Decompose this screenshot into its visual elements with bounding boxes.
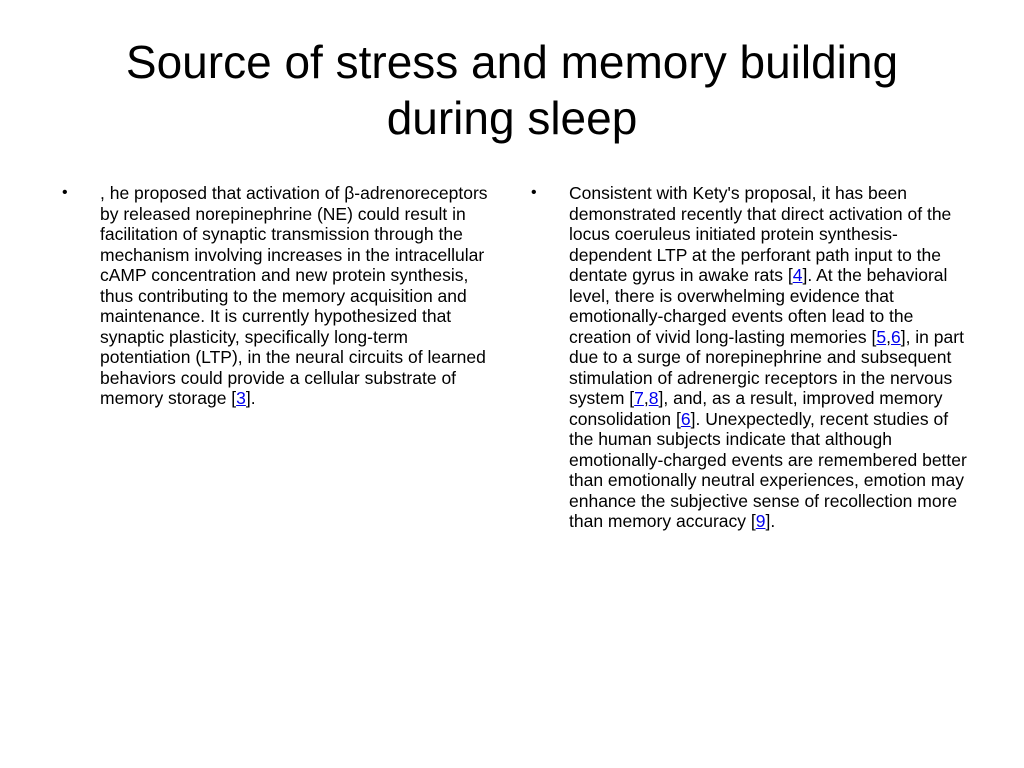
text-segment: , bbox=[886, 326, 891, 347]
right-column bbox=[531, 183, 967, 532]
text-segment: ]. At the behavioral level, there is overwhelming evidence that emotionally-charged events often lead to the creation of vivid long-lasting memories [ bbox=[569, 265, 948, 347]
reference-link-4[interactable]: 4 bbox=[792, 265, 803, 285]
text-segment: Consistent with Kety's proposal, it has been demonstrated recently that direct activation of the locus coeruleus initiated protein synthesis-dependent LTP at the perforant path input to the dentate gyrus in awake rats [ bbox=[569, 183, 952, 285]
bullet-icon: • bbox=[531, 184, 537, 201]
left-column bbox=[62, 183, 498, 409]
text-segment: ]. bbox=[765, 511, 776, 531]
slide-title: Source of stress and memory building during sleep bbox=[125, 36, 899, 144]
reference-link-6[interactable]: 6 bbox=[890, 326, 901, 347]
right-bullet-text bbox=[569, 183, 967, 532]
text-segment: , he proposed that activation of β-adrenoreceptors by released norepinephrine (NE) could result in facilitation of synaptic transmission through the mechanism involving increases in the intracellular cAMP concentration and new protein synthesis, thus contributing to the memory acquisition and maintenance. It is currently hypothesized that synaptic plasticity, specifically long-term potentiation (LTP), in the neural circuits of learned behaviors could provide a cellular substrate of memory storage [ bbox=[100, 183, 488, 408]
text-segment: , bbox=[643, 388, 649, 408]
reference-link-3[interactable]: 3 bbox=[236, 388, 246, 408]
text-segment: ]. bbox=[245, 388, 256, 408]
text-segment: ], in part due to a surge of norepinephrine and subsequent stimulation of adrenergic receptors in the nervous system [ bbox=[569, 326, 964, 408]
bullet-icon: • bbox=[62, 184, 68, 201]
reference-link-6[interactable]: 6 bbox=[680, 408, 691, 429]
right-bullet-item bbox=[531, 183, 967, 532]
reference-link-9[interactable]: 9 bbox=[755, 511, 766, 531]
text-segment: ], and, as a result, improved memory consolidation [ bbox=[569, 388, 943, 429]
reference-link-7[interactable]: 7 bbox=[634, 388, 644, 408]
reference-link-8[interactable]: 8 bbox=[648, 388, 659, 408]
text-segment: ]. Unexpectedly, recent studies of the human subjects indicate that although emotionally-charged events are remembered better than emotionally neutral experiences, emotion may enhance the subjective sense of recollection more than memory accuracy [ bbox=[569, 408, 967, 531]
reference-link-5[interactable]: 5 bbox=[876, 326, 887, 347]
left-bullet-text bbox=[100, 183, 498, 409]
left-bullet-item bbox=[62, 183, 498, 409]
